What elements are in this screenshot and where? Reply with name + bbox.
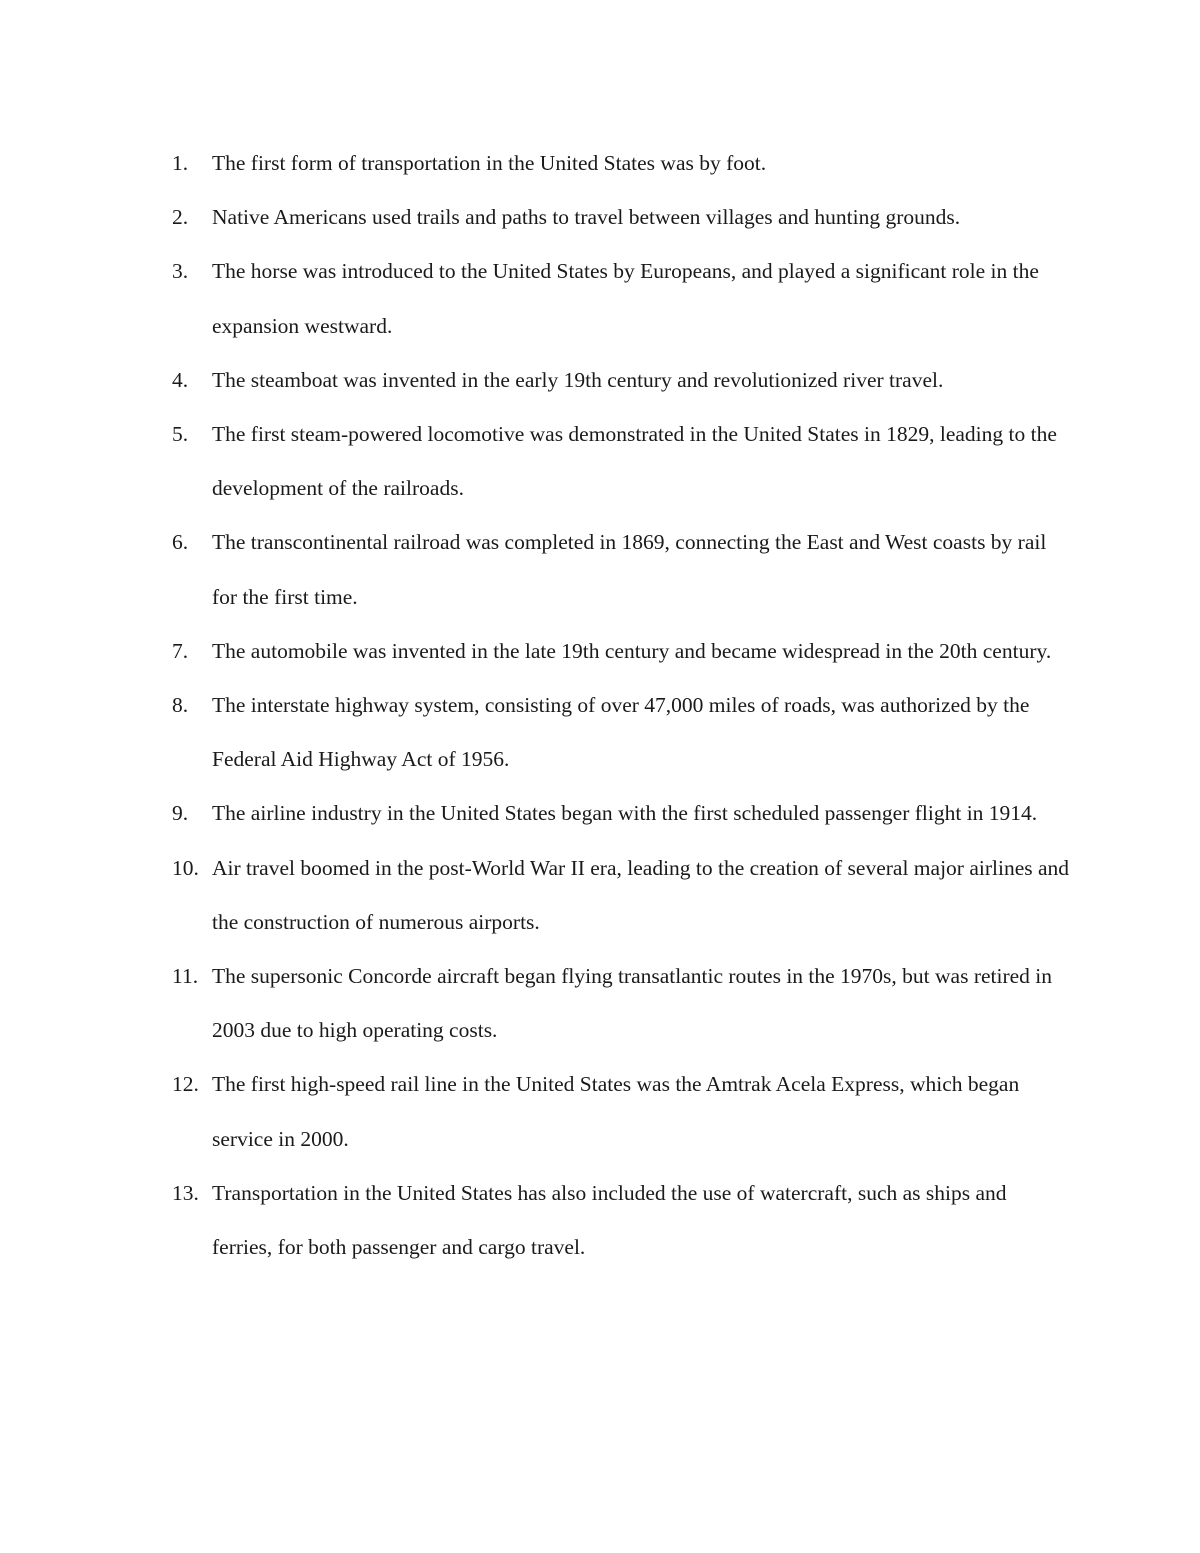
- item-number: 12.: [172, 1072, 199, 1097]
- list-item: [172, 190, 1072, 244]
- list-item: [172, 136, 1072, 190]
- list-item: [172, 407, 1072, 515]
- item-number: 1.: [172, 151, 189, 175]
- item-number: 9.: [172, 801, 189, 826]
- item-number: 5.: [172, 422, 189, 447]
- numbered-list: [172, 136, 1072, 1274]
- list-item: [172, 949, 1072, 1057]
- item-number: 6.: [172, 530, 189, 555]
- item-text: The first steam-powered locomotive was demonstrated in the United States in 1829, leading to the development of the railroads.: [212, 422, 1057, 501]
- item-text: The interstate highway system, consisting of over 47,000 miles of roads, was authorized by the Federal Aid Highway Act of 1956.: [212, 693, 1030, 772]
- item-number: 2.: [172, 205, 189, 230]
- item-number: 11.: [172, 964, 199, 989]
- item-text: The automobile was invented in the late 19th century and became widespread in the 20th century.: [212, 638, 1052, 663]
- item-text: Native Americans used trails and paths to travel between villages and hunting grounds.: [212, 205, 961, 230]
- list-item: [172, 678, 1072, 786]
- list-item: [172, 624, 1072, 678]
- item-text: The first high-speed rail line in the United States was the Amtrak Acela Express, which began service in 2000.: [212, 1072, 1020, 1151]
- item-number: 13.: [172, 1180, 199, 1205]
- item-text: Transportation in the United States has also included the use of watercraft, such as ships and ferries, for both passenger and cargo travel.: [212, 1180, 1007, 1260]
- item-text: The steamboat was invented in the early 19th century and revolutionized river travel.: [212, 367, 944, 392]
- item-number: 7.: [172, 638, 189, 663]
- list-item: [172, 786, 1072, 840]
- list-item: [172, 353, 1072, 407]
- item-text: The transcontinental railroad was completed in 1869, connecting the East and West coasts by rail for the first time.: [212, 530, 1047, 609]
- item-text: The supersonic Concorde aircraft began flying transatlantic routes in the 1970s, but was retired in 2003 due to high operating costs.: [212, 964, 1053, 1043]
- item-text: The airline industry in the United States began with the first scheduled passenger flight in 1914.: [212, 801, 1038, 826]
- list-item: [172, 841, 1072, 949]
- item-number: 4.: [172, 367, 189, 392]
- list-item: [172, 515, 1072, 623]
- list-item: [172, 1057, 1072, 1165]
- list-item: [172, 1166, 1072, 1274]
- item-number: 8.: [172, 693, 189, 718]
- item-text: The first form of transportation in the United States was by foot.: [212, 151, 767, 175]
- item-number: 10.: [172, 855, 199, 880]
- list-item: [172, 244, 1072, 352]
- item-number: 3.: [172, 259, 189, 284]
- item-text: Air travel boomed in the post-World War II era, leading to the creation of several major airlines and the construction of numerous airports.: [212, 855, 1070, 934]
- item-text: The horse was introduced to the United States by Europeans, and played a significant role in the expansion westward.: [212, 259, 1039, 338]
